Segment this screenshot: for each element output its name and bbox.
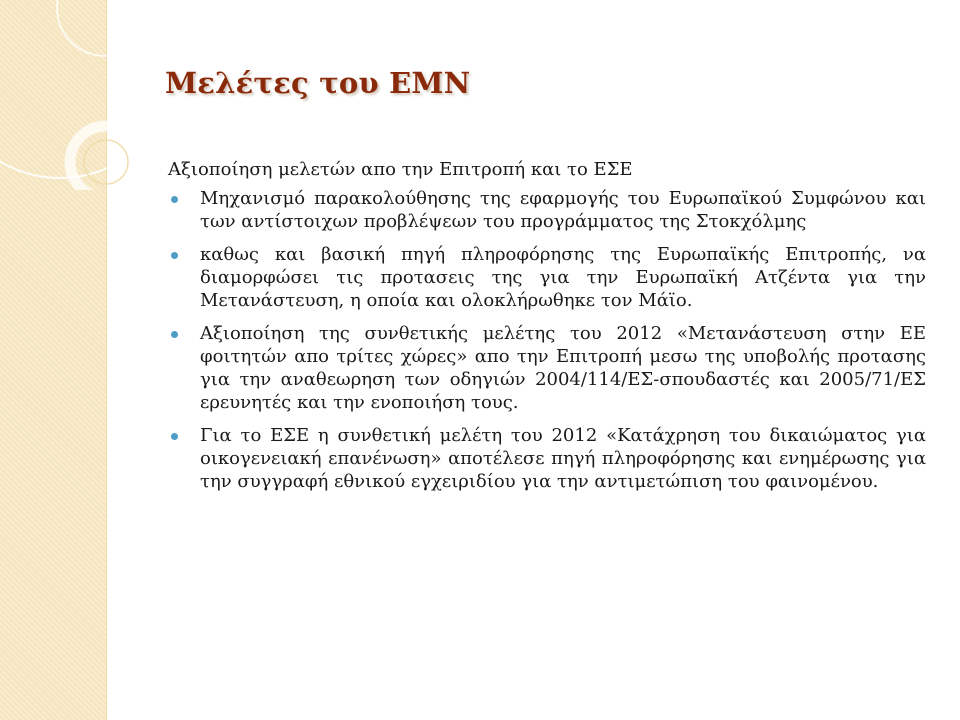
bullet-icon (171, 252, 178, 259)
bullet-text: Για το ΕΣΕ η συνθετική μελέτη του 2012 «Κατάχρηση του δικαιώματος για οικογενειακή επανένωση» αποτέλεσε πηγή πληροφόρησης και ενημέρωσης για την συγγραφή εθνικού εγχειριδίου για την αντιμετώπιση του φαινομένου. (200, 425, 926, 492)
page-title: Μελέτες του ΕΜΝ (165, 66, 471, 100)
list-item (168, 243, 926, 312)
bullet-icon (171, 196, 178, 203)
medium-arc (57, 0, 153, 56)
subtitle: Αξιοποίηση μελετών απο την Επιτροπή και το ΕΣΕ (168, 159, 633, 180)
bullet-text: Αξιοποίηση της συνθετικής μελέτης του 2012 «Μετανάστευση στην ΕΕ φοιτητών απο τρίτες χώρες» απο την Επιτροπή μεσω της υποβολής προτασης για την αναθεωρηση των οδηγιών 2004/114/ΕΣ-σπουδαστές και 2005/71/ΕΣ ερευνητές και την ενοποιήση τους. (200, 323, 926, 413)
bullet-icon (171, 433, 178, 440)
ring-outer (70, 126, 142, 190)
bullet-list (168, 187, 926, 493)
bullet-text: Μηχανισμό παρακολούθησης της εφαρμογής του Ευρωπαϊκού Συμφώνου και των αντίστοιχων προβλέψεων του προγράμματος της Στοκχόλμης (200, 188, 926, 232)
decorative-circles-graphic (0, 0, 160, 190)
ring-inner (84, 140, 128, 184)
slide-content (168, 158, 926, 503)
list-item (168, 187, 926, 233)
bullet-icon (171, 331, 178, 338)
bullet-text: καθως και βασική πηγή πληροφόρησης της Ευρωπαϊκής Επιτροπής, να διαμορφώσει τις προτασεις της για την Ευρωπαϊκή Ατζέντα για την Μετανάστευση, η οποία και ολοκλήρωθηκε τον Μάϊο. (200, 244, 926, 311)
list-item (168, 322, 926, 414)
list-item (168, 424, 926, 493)
